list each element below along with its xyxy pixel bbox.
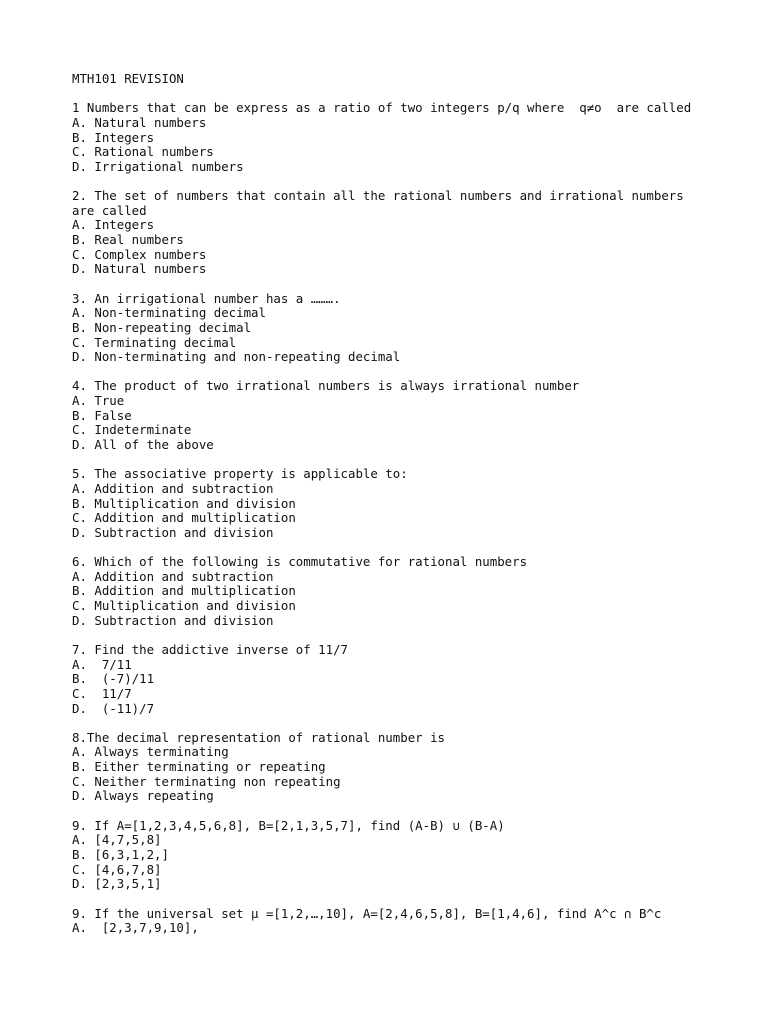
spacer	[72, 892, 732, 907]
option-a: A. Addition and subtraction	[72, 480, 274, 496]
question-9	[72, 819, 732, 892]
question-1	[72, 101, 732, 174]
option-c: C. 11/7	[72, 685, 132, 701]
spacer	[72, 804, 732, 819]
option-b: B. [6,3,1,2,]	[72, 846, 169, 862]
question-5	[72, 467, 732, 540]
spacer	[72, 453, 732, 468]
option-d: D. All of the above	[72, 437, 214, 453]
question-stem: 2. The set of numbers that contain all the rational numbers and irrational numbers	[72, 188, 684, 204]
option-b: B. Real numbers	[72, 232, 184, 248]
question-3	[72, 292, 732, 365]
option-a: A. Non-terminating decimal	[72, 305, 266, 321]
option-c: C. Terminating decimal	[72, 334, 237, 350]
question-stem-continued: are called	[72, 202, 147, 218]
option-b: B. Multiplication and division	[72, 495, 296, 511]
option-c: C. Indeterminate	[72, 422, 192, 438]
option-c: C. Complex numbers	[72, 246, 207, 262]
question-stem: 3. An irrigational number has a ……….	[72, 290, 341, 306]
option-d: D. Subtraction and division	[72, 524, 274, 540]
option-c: C. Multiplication and division	[72, 598, 296, 614]
spacer	[72, 541, 732, 556]
option-d: D. Always repeating	[72, 788, 214, 804]
question-stem: 7. Find the addictive inverse of 11/7	[72, 641, 349, 657]
option-c: C. [4,6,7,8]	[72, 861, 162, 877]
option-b: B. Integers	[72, 129, 155, 145]
option-d: D. [2,3,5,1]	[72, 876, 162, 892]
question-stem: 4. The product of two irrational numbers is always irrational number	[72, 378, 580, 394]
option-d: D. Irrigational numbers	[72, 158, 244, 174]
option-c: C. Neither terminating non repeating	[72, 773, 341, 789]
option-b: B. Addition and multiplication	[72, 583, 296, 599]
option-a: A. [2,3,7,9,10],	[72, 920, 199, 936]
question-stem: 6. Which of the following is commutative for rational numbers	[72, 554, 528, 570]
spacer	[72, 365, 732, 380]
option-d: D. Non-terminating and non-repeating decimal	[72, 349, 401, 365]
question-stem: 5. The associative property is applicable to:	[72, 466, 408, 482]
question-stem: 9. If A=[1,2,3,4,5,6,8], B=[2,1,3,5,7], find (A-B) ∪ (B-A)	[72, 817, 505, 833]
question-stem: 8.The decimal representation of rational number is	[72, 729, 445, 745]
option-c: C. Rational numbers	[72, 144, 214, 160]
question-6	[72, 555, 732, 628]
question-4	[72, 379, 732, 452]
option-a: A. Always terminating	[72, 744, 229, 760]
option-b: B. Non-repeating decimal	[72, 319, 252, 335]
option-b: B. Either terminating or repeating	[72, 759, 326, 775]
spacer	[72, 277, 732, 292]
option-b: B. (-7)/11	[72, 671, 155, 687]
option-a: A. Natural numbers	[72, 114, 207, 130]
option-a: A. True	[72, 393, 125, 409]
spacer	[72, 628, 732, 643]
question-8	[72, 731, 732, 804]
question-stem: 9. If the universal set μ =[1,2,…,10], A=[2,4,6,5,8], B=[1,4,6], find A^c ∩ B^c	[72, 905, 662, 921]
question-7	[72, 643, 732, 716]
question-2	[72, 189, 732, 277]
spacer	[72, 174, 732, 189]
option-a: A. Integers	[72, 217, 155, 233]
option-a: A. [4,7,5,8]	[72, 832, 162, 848]
question-stem: 1 Numbers that can be express as a ratio of two integers p/q where q≠o are called	[72, 100, 692, 116]
option-d: D. Subtraction and division	[72, 612, 274, 628]
option-b: B. False	[72, 407, 132, 423]
spacer	[72, 716, 732, 731]
option-d: D. Natural numbers	[72, 261, 207, 277]
option-d: D. (-11)/7	[72, 700, 155, 716]
spacer	[72, 87, 732, 102]
document-page	[72, 72, 732, 936]
option-a: A. 7/11	[72, 656, 132, 672]
option-c: C. Addition and multiplication	[72, 510, 296, 526]
option-a: A. Addition and subtraction	[72, 568, 274, 584]
question-10	[72, 907, 732, 936]
document-title: MTH101 REVISION	[72, 71, 184, 86]
